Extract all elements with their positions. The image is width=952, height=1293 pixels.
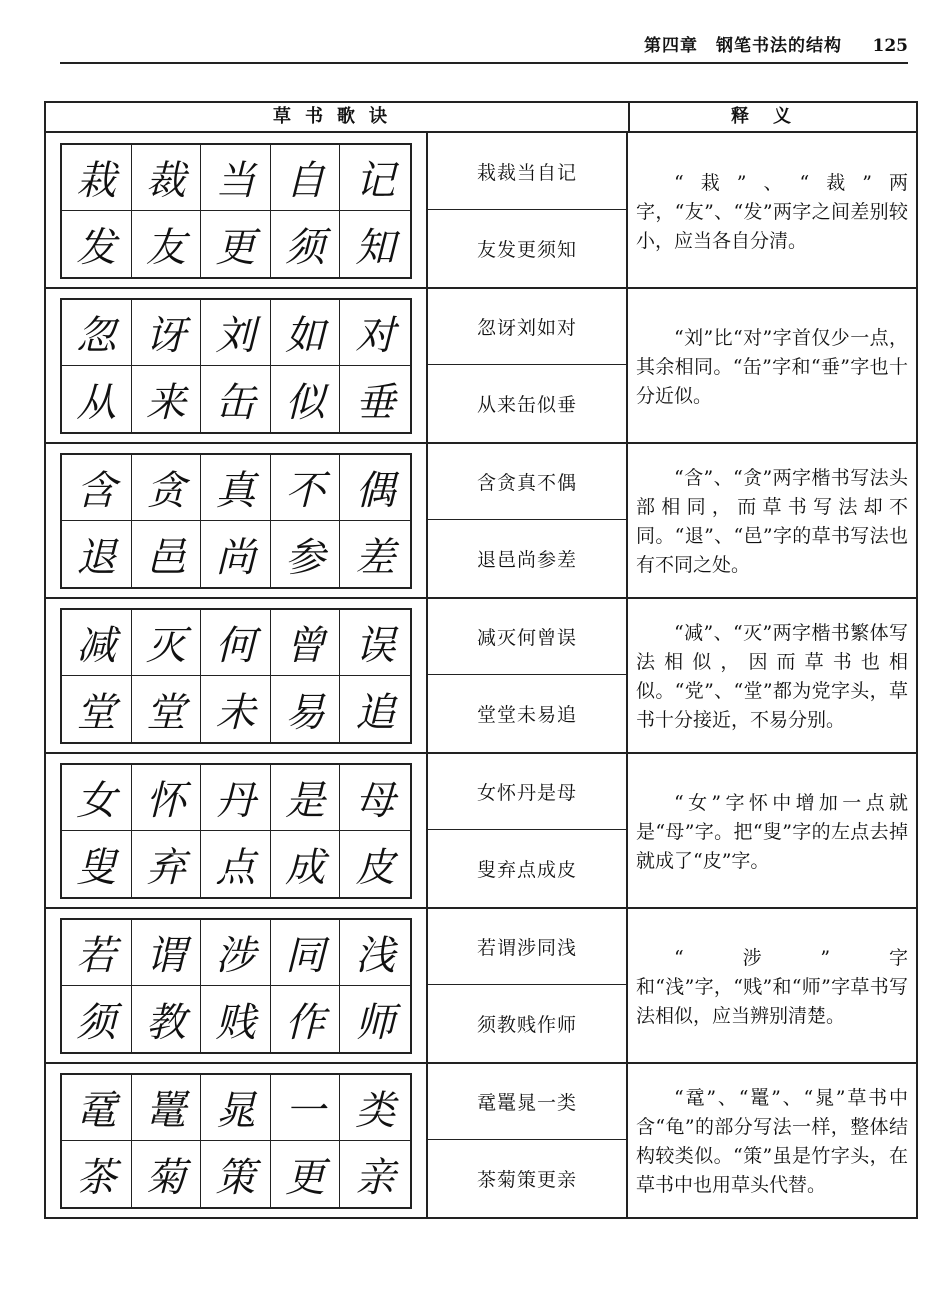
calligraphy-character: 点 xyxy=(201,831,271,897)
table-row xyxy=(44,1063,918,1219)
verse-lines xyxy=(426,1063,628,1217)
table-row xyxy=(44,598,918,754)
verse-lines xyxy=(426,753,628,907)
calligraphy-character: 邑 xyxy=(132,521,202,587)
header-meaning: 释义 xyxy=(731,106,815,127)
calligraphy-grid xyxy=(60,143,412,279)
calligraphy-character: 贱 xyxy=(201,986,271,1052)
verse-line: 退邑尚参差 xyxy=(476,549,577,571)
verse-line: 从来缶似垂 xyxy=(476,394,577,416)
calligraphy-character: 鼋 xyxy=(62,1075,132,1141)
calligraphy-character: 自 xyxy=(271,145,341,211)
verse-line: 若谓涉同浅 xyxy=(428,908,626,985)
calligraphy-character: 忽 xyxy=(62,300,132,366)
calligraphy-character: 丹 xyxy=(201,765,271,831)
calligraphy-character: 何 xyxy=(201,610,271,676)
calligraphy-character: 从 xyxy=(62,366,132,432)
table-header xyxy=(44,101,918,133)
explanation-text: “鼋”、“鼍”、“晁”草书中含“龟”的部分写法一样，整体结构较类似。“策”虽是竹字头，在草书中也用草头代替。 xyxy=(636,1087,908,1196)
calligraphy-character: 误 xyxy=(340,610,410,676)
calligraphy-character: 谓 xyxy=(132,920,202,986)
verse-line: 友发更须知 xyxy=(476,239,577,261)
calligraphy-character: 不 xyxy=(271,455,341,521)
explanation-cell xyxy=(628,133,916,287)
explanation-cell xyxy=(628,753,916,907)
verse-line: 含贪真不偶 xyxy=(428,443,626,520)
calligraphy-character: 来 xyxy=(132,366,202,432)
calligraphy-character: 含 xyxy=(62,455,132,521)
calligraphy-character: 叟 xyxy=(62,831,132,897)
calligraphy-character: 涉 xyxy=(201,920,271,986)
calligraphy-character: 浅 xyxy=(340,920,410,986)
verse-line: 减灭何曾误 xyxy=(428,598,626,675)
verse-lines xyxy=(426,133,628,287)
calligraphy-character: 差 xyxy=(355,534,396,581)
verse-line: 堂堂未易追 xyxy=(476,704,577,726)
calligraphy-character: 更 xyxy=(201,211,271,277)
calligraphy-character: 若 xyxy=(62,920,132,986)
calligraphy-character: 母 xyxy=(340,765,410,831)
verse-lines xyxy=(426,908,628,1062)
calligraphy-character: 更 xyxy=(271,1141,341,1207)
calligraphy-character: 一 xyxy=(271,1075,341,1141)
chapter-title: 第四章 钢笔书法的结构 xyxy=(644,36,842,56)
explanation-text: “涉”字和“浅”字，“贱”和“师”字草书写法相似，应当辨别清楚。 xyxy=(636,946,908,1027)
calligraphy-character: 同 xyxy=(271,920,341,986)
running-head xyxy=(60,32,908,64)
calligraphy-character: 晁 xyxy=(201,1075,271,1141)
verse-lines xyxy=(426,598,628,752)
calligraphy-character: 女 xyxy=(62,765,132,831)
calligraphy-character: 当 xyxy=(201,145,271,211)
explanation-text: “女”字怀中增加一点就是“母”字。把“叟”字的左点去掉就成了“皮”字。 xyxy=(636,791,908,872)
calligraphy-character: 参 xyxy=(271,521,341,587)
calligraphy-character: 如 xyxy=(271,300,341,366)
calligraphy-character: 堂 xyxy=(132,676,202,742)
page-number: 125 xyxy=(872,36,908,56)
calligraphy-character: 易 xyxy=(271,676,341,742)
calligraphy-character: 裁 xyxy=(132,145,202,211)
calligraphy-character: 灭 xyxy=(132,610,202,676)
verse-line: 鼋鼍晁一类 xyxy=(428,1063,626,1140)
calligraphy-character: 须 xyxy=(62,986,132,1052)
calligraphy-character: 减 xyxy=(62,610,132,676)
calligraphy-character: 退 xyxy=(62,521,132,587)
calligraphy-character: 师 xyxy=(355,999,396,1046)
calligraphy-character: 茶 xyxy=(62,1141,132,1207)
header-verse: 草书歌诀 xyxy=(46,103,630,131)
calligraphy-character: 对 xyxy=(340,300,410,366)
calligraphy-grid xyxy=(60,298,412,434)
calligraphy-character: 刘 xyxy=(201,300,271,366)
calligraphy-character: 鼍 xyxy=(132,1075,202,1141)
calligraphy-character: 讶 xyxy=(132,300,202,366)
explanation-text: “栽”、“裁”两字，“友”、“发”两字之间差别较小，应当各自分清。 xyxy=(636,171,908,252)
verse-lines xyxy=(426,288,628,442)
verse-line: 叟弃点成皮 xyxy=(476,859,577,881)
table-row xyxy=(44,133,918,289)
calligraphy-character: 缶 xyxy=(201,366,271,432)
calligraphy-character: 发 xyxy=(62,211,132,277)
calligraphy-character: 是 xyxy=(271,765,341,831)
calligraphy-grid xyxy=(60,763,412,899)
calligraphy-character: 成 xyxy=(271,831,341,897)
calligraphy-character: 曾 xyxy=(271,610,341,676)
calligraphy-character: 类 xyxy=(340,1075,410,1141)
table-row xyxy=(44,443,918,599)
calligraphy-character: 堂 xyxy=(62,676,132,742)
calligraphy-character: 未 xyxy=(201,676,271,742)
explanation-cell xyxy=(628,598,916,752)
table-row xyxy=(44,288,918,444)
calligraphy-character: 弃 xyxy=(132,831,202,897)
calligraphy-grid xyxy=(60,918,412,1054)
calligraphy-character: 教 xyxy=(132,986,202,1052)
explanation-text: “减”、“灭”两字楷书繁体写法相似，因而草书也相似。“党”、“堂”都为党字头，草书十分接近，不易分别。 xyxy=(636,622,908,731)
verse-line: 忽讶刘如对 xyxy=(428,288,626,365)
verse-lines xyxy=(426,443,628,597)
calligraphy-character: 菊 xyxy=(132,1141,202,1207)
explanation-cell xyxy=(628,1063,916,1217)
explanation-text: “含”、“贪”两字楷书写法头部相同，而草书写法却不同。“退”、“邑”字的草书写法也有不同之处。 xyxy=(636,467,908,576)
calligraphy-character: 作 xyxy=(271,986,341,1052)
calligraphy-character: 记 xyxy=(340,145,410,211)
verse-line: 须教贱作师 xyxy=(476,1014,577,1036)
calligraphy-character: 皮 xyxy=(355,844,396,891)
explanation-cell xyxy=(628,443,916,597)
calligraphy-grid xyxy=(60,1073,412,1209)
calligraphy-character: 真 xyxy=(201,455,271,521)
calligraphy-character: 贪 xyxy=(132,455,202,521)
calligraphy-character: 尚 xyxy=(201,521,271,587)
table-row xyxy=(44,908,918,1064)
calligraphy-character: 须 xyxy=(271,211,341,277)
calligraphy-character: 垂 xyxy=(355,379,396,426)
calligraphy-character: 怀 xyxy=(132,765,202,831)
calligraphy-character: 栽 xyxy=(62,145,132,211)
calligraphy-character: 偶 xyxy=(340,455,410,521)
calligraphy-character: 似 xyxy=(271,366,341,432)
calligraphy-character: 追 xyxy=(355,689,396,736)
verse-line: 女怀丹是母 xyxy=(428,753,626,830)
calligraphy-character: 亲 xyxy=(355,1154,396,1201)
verse-table xyxy=(44,101,918,1218)
calligraphy-grid xyxy=(60,608,412,744)
calligraphy-grid xyxy=(60,453,412,589)
explanation-text: “刘”比“对”字首仅少一点，其余相同。“缶”字和“垂”字也十分近似。 xyxy=(636,326,908,407)
verse-line: 栽裁当自记 xyxy=(428,133,626,210)
explanation-cell xyxy=(628,288,916,442)
explanation-cell xyxy=(628,908,916,1062)
calligraphy-character: 知 xyxy=(355,224,396,271)
verse-line: 茶菊策更亲 xyxy=(476,1169,577,1191)
calligraphy-character: 策 xyxy=(201,1141,271,1207)
calligraphy-character: 友 xyxy=(132,211,202,277)
table-row xyxy=(44,753,918,909)
